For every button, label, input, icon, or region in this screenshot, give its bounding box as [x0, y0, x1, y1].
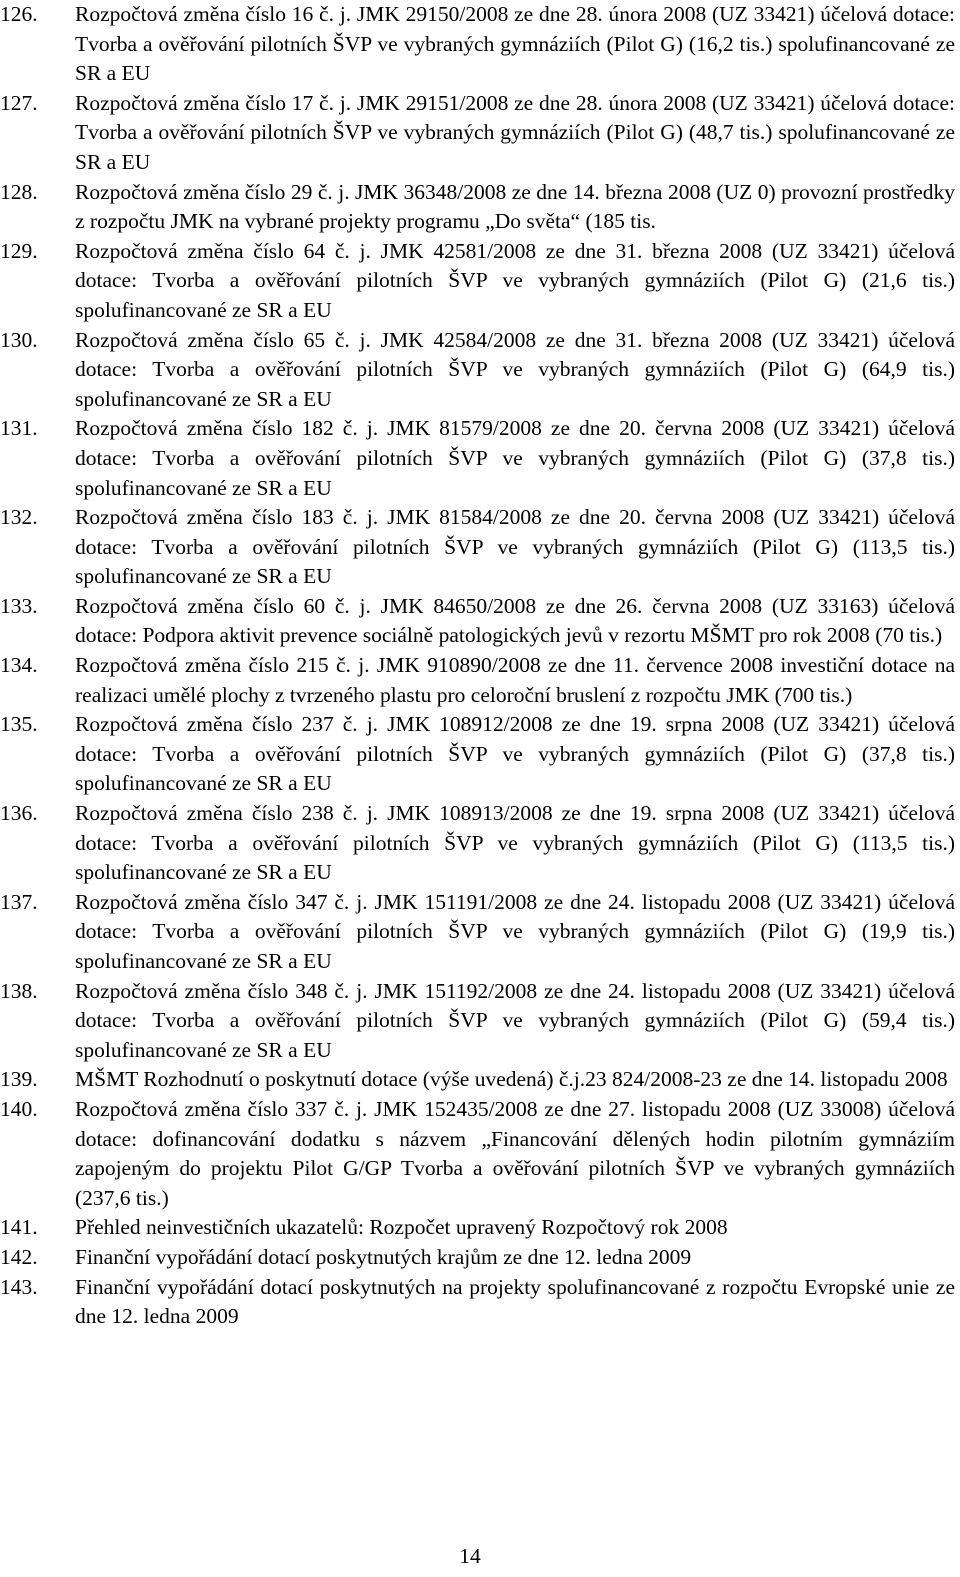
item-text: Rozpočtová změna číslo 60 č. j. JMK 84650/2008 ze dne 26. června 2008 (UZ 33163) účelová dotace: Podpora aktivit prevence sociálně patologických jevů v rezortu MŠMT pro rok 2008 (70 tis.)	[75, 593, 955, 648]
list-item	[0, 592, 960, 651]
item-number: 142.	[0, 1244, 38, 1269]
list-item	[0, 710, 960, 799]
item-text: Rozpočtová změna číslo 347 č. j. JMK 151191/2008 ze dne 24. listopadu 2008 (UZ 33421) účelová dotace: Tvorba a ověřování pilotních ŠVP ve vybraných gymnáziích (Pilot G) (19,9 tis.) spolufinancované ze SR a EU	[75, 889, 955, 973]
list-item	[0, 888, 960, 977]
item-text: Rozpočtová změna číslo 16 č. j. JMK 29150/2008 ze dne 28. února 2008 (UZ 33421) účelová dotace: Tvorba a ověřování pilotních ŠVP ve vybraných gymnáziích (Pilot G) (16,2 tis.) spolufinancované ze SR a EU	[75, 2, 955, 86]
list-item	[0, 503, 960, 592]
page-number: 14	[459, 1544, 481, 1568]
list-item	[0, 1065, 960, 1095]
item-text: Rozpočtová změna číslo 65 č. j. JMK 42584/2008 ze dne 31. března 2008 (UZ 33421) účelová dotace: Tvorba a ověřování pilotních ŠVP ve vybraných gymnáziích (Pilot G) (64,9 tis.) spolufinancované ze SR a EU	[75, 327, 955, 411]
item-text: Rozpočtová změna číslo 337 č. j. JMK 152435/2008 ze dne 27. listopadu 2008 (UZ 33008) účelová dotace: dofinancování dodatku s názvem „Financování dělených hodin pilotním gymnáziím zapojeným do projektu Pilot G/GP Tvorba a ověřování pilotních ŠVP ve vybraných gymnáziích (237,6 tis.)	[75, 1096, 955, 1210]
list-item	[0, 651, 960, 710]
item-number: 139.	[0, 1067, 38, 1092]
item-number: 136.	[0, 801, 38, 826]
item-text: Rozpočtová změna číslo 215 č. j. JMK 910890/2008 ze dne 11. července 2008 investiční dotace na realizaci umělé plochy z tvrzeného plastu pro celoroční bruslení z rozpočtu JMK (700 tis.)	[75, 653, 955, 707]
item-number: 126.	[0, 2, 38, 26]
item-number: 133.	[0, 593, 38, 618]
item-number: 131.	[0, 416, 38, 441]
list-item	[0, 414, 960, 503]
item-text: Rozpočtová změna číslo 348 č. j. JMK 151192/2008 ze dne 24. listopadu 2008 (UZ 33421) účelová dotace: Tvorba a ověřování pilotních ŠVP ve vybraných gymnáziích (Pilot G) (59,4 tis.) spolufinancované ze SR a EU	[75, 978, 955, 1062]
list-item	[0, 326, 960, 415]
item-text: Rozpočtová změna číslo 64 č. j. JMK 42581/2008 ze dne 31. března 2008 (UZ 33421) účelová dotace: Tvorba a ověřování pilotních ŠVP ve vybraných gymnáziích (Pilot G) (21,6 tis.) spolufinancované ze SR a EU	[75, 238, 955, 322]
item-text: Rozpočtová změna číslo 183 č. j. JMK 81584/2008 ze dne 20. června 2008 (UZ 33421) účelová dotace: Tvorba a ověřování pilotních ŠVP ve vybraných gymnáziích (Pilot G) (113,5 tis.) spolufinancované ze SR a EU	[75, 505, 955, 589]
item-number: 143.	[0, 1274, 38, 1299]
list-item	[0, 178, 960, 237]
item-number: 127.	[0, 90, 38, 115]
item-text: Rozpočtová změna číslo 238 č. j. JMK 108913/2008 ze dne 19. srpna 2008 (UZ 33421) účelová dotace: Tvorba a ověřování pilotních ŠVP ve vybraných gymnáziích (Pilot G) (113,5 tis.) spolufinancované ze SR a EU	[75, 801, 955, 885]
item-number: 141.	[0, 1215, 38, 1240]
item-text: Přehled neinvestičních ukazatelů: Rozpočet upravený Rozpočtový rok 2008	[75, 1215, 728, 1240]
list-item	[0, 1273, 960, 1332]
item-text: Finanční vypořádání dotací poskytnutých na projekty spolufinancované z rozpočtu Evropské unie ze dne 12. ledna 2009	[75, 1274, 955, 1329]
item-number: 137.	[0, 889, 38, 914]
list-item	[0, 1213, 960, 1243]
list-item	[0, 977, 960, 1066]
item-text: Rozpočtová změna číslo 17 č. j. JMK 29151/2008 ze dne 28. února 2008 (UZ 33421) účelová dotace: Tvorba a ověřování pilotních ŠVP ve vybraných gymnáziích (Pilot G) (48,7 tis.) spolufinancované ze SR a EU	[75, 90, 955, 174]
item-number: 140.	[0, 1096, 38, 1121]
item-text: Rozpočtová změna číslo 237 č. j. JMK 108912/2008 ze dne 19. srpna 2008 (UZ 33421) účelová dotace: Tvorba a ověřování pilotních ŠVP ve vybraných gymnáziích (Pilot G) (37,8 tis.) spolufinancované ze SR a EU	[75, 712, 955, 796]
item-number: 130.	[0, 327, 38, 352]
item-text: Rozpočtová změna číslo 182 č. j. JMK 81579/2008 ze dne 20. června 2008 (UZ 33421) účelová dotace: Tvorba a ověřování pilotních ŠVP ve vybraných gymnáziích (Pilot G) (37,8 tis.) spolufinancované ze SR a EU	[75, 416, 955, 500]
item-text: Finanční vypořádání dotací poskytnutých krajům ze dne 12. ledna 2009	[75, 1244, 692, 1269]
list-item	[0, 1095, 960, 1213]
item-number: 138.	[0, 978, 38, 1003]
item-text: Rozpočtová změna číslo 29 č. j. JMK 36348/2008 ze dne 14. března 2008 (UZ 0) provozní prostředky z rozpočtu JMK na vybrané projekty programu „Do světa“ (185 tis.	[75, 179, 955, 234]
item-number: 128.	[0, 179, 38, 204]
item-number: 132.	[0, 505, 38, 530]
item-number: 134.	[0, 653, 38, 678]
list-item	[0, 237, 960, 326]
item-number: 129.	[0, 238, 38, 263]
list-item	[0, 1243, 960, 1273]
list-item	[0, 89, 960, 178]
item-number: 135.	[0, 712, 38, 737]
item-text: MŠMT Rozhodnutí o poskytnutí dotace (výše uvedená) č.j.23 824/2008-23 ze dne 14. listopadu 2008	[75, 1067, 948, 1092]
list-item	[0, 0, 960, 89]
list-item	[0, 799, 960, 888]
